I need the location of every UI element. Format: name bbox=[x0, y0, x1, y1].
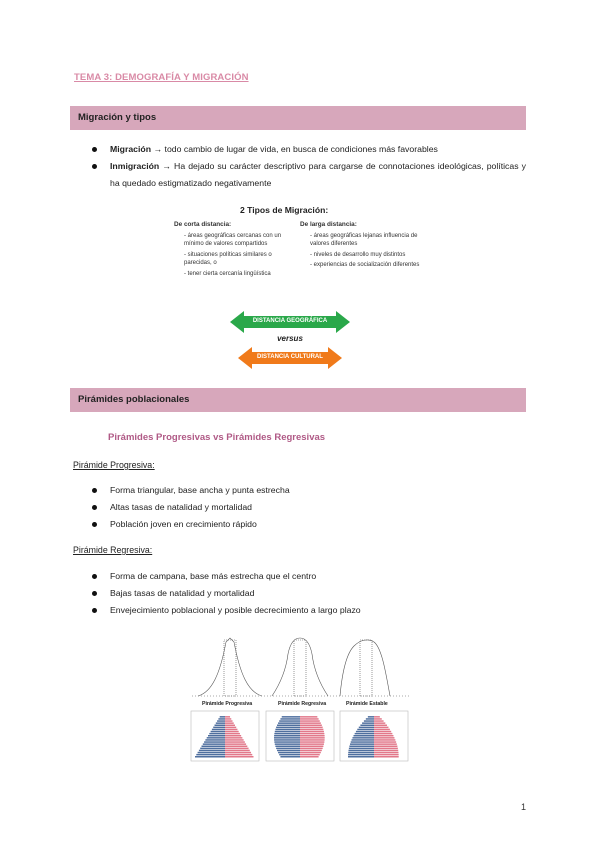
pyramid-bar-female bbox=[300, 722, 321, 724]
geo-arrow-label: DISTANCIA GEOGRÁFICA bbox=[252, 318, 328, 324]
bullet-migracion: Migración → todo cambio de lugar de vida, en busca de condiciones más favorables bbox=[88, 141, 526, 158]
pyramid-bar-female bbox=[225, 748, 249, 750]
pyramid-bar-female bbox=[374, 756, 399, 758]
migration-figure bbox=[170, 205, 430, 370]
pyramid-bar-female bbox=[374, 735, 393, 737]
pyramid-bar-female bbox=[225, 725, 235, 727]
versus-label: versus bbox=[277, 334, 303, 343]
pyramid-bar-female bbox=[225, 718, 231, 720]
cult-arrow-label: DISTANCIA CULTURAL bbox=[257, 354, 323, 360]
pyramids-subtitle: Pirámides Progresivas vs Pirámides Regresivas bbox=[108, 432, 326, 443]
pyramid-bar-male bbox=[275, 746, 300, 748]
pyramid-bar-female bbox=[374, 741, 396, 743]
pyramid-bar-female bbox=[225, 731, 239, 733]
section-heading-piramides: Pirámides poblacionales bbox=[70, 388, 526, 412]
outline-progresiva-bars bbox=[224, 640, 236, 696]
progresiva-bullets bbox=[88, 482, 518, 533]
pyramid-bar-male bbox=[357, 729, 374, 731]
pyramid-bar-male bbox=[282, 716, 300, 718]
pyramid-bar-male bbox=[360, 725, 374, 727]
pyramid-bar-female bbox=[225, 739, 244, 741]
pyramid-bar-female bbox=[374, 746, 397, 748]
pyramid-bar-male bbox=[355, 733, 374, 735]
pyramid-bar-male bbox=[204, 741, 225, 743]
pyramid-bar-female bbox=[300, 748, 323, 750]
regresiva-label: Pirámide Regresiva: bbox=[73, 545, 153, 555]
pyramid-bar-male bbox=[211, 731, 225, 733]
pyramid-bar-female bbox=[300, 737, 325, 739]
pyramid-bar-male bbox=[199, 750, 225, 752]
pyramid-bar-male bbox=[200, 748, 225, 750]
pyramid-bar-female bbox=[225, 741, 245, 743]
section-heading-migracion: Migración y tipos bbox=[70, 106, 526, 130]
outline-progresiva bbox=[198, 638, 262, 696]
pyramid-bar-male bbox=[209, 733, 225, 735]
pyramid-bar-female bbox=[374, 720, 384, 722]
pyramid-bar-male bbox=[351, 741, 374, 743]
pyramid-bar-male bbox=[364, 720, 374, 722]
progresiva-item: Altas tasas de natalidad y mortalidad bbox=[88, 499, 518, 516]
regresiva-item: Bajas tasas de natalidad y mortalidad bbox=[88, 585, 518, 602]
pyramid-bar-male bbox=[277, 725, 300, 727]
pyramid-bar-male bbox=[279, 754, 300, 756]
pyramid-bar-male bbox=[350, 743, 374, 745]
pyramid-bar-male bbox=[218, 718, 225, 720]
pyramid-bar-male bbox=[208, 735, 225, 737]
page-title: TEMA 3: DEMOGRAFÍA Y MIGRACIÓN bbox=[74, 72, 249, 83]
pyramid-bar-male bbox=[196, 754, 225, 756]
pyramid-bar-female bbox=[225, 727, 236, 729]
pyramid-bar-female bbox=[374, 737, 394, 739]
pyramid-bar-female bbox=[374, 725, 387, 727]
pyramid-bar-female bbox=[300, 741, 324, 743]
pyramid-bar-female bbox=[374, 733, 392, 735]
pyramid-bar-male bbox=[195, 756, 225, 758]
pyramid-bar-male bbox=[205, 739, 225, 741]
pyramid-bar-male bbox=[203, 743, 225, 745]
long-distance-heading: De larga distancia: bbox=[300, 221, 357, 228]
pyramid-bar-male bbox=[276, 748, 300, 750]
pyramid-bar-female bbox=[225, 716, 230, 718]
pyramid-bar-male bbox=[348, 750, 374, 752]
pyramid-bar-male bbox=[275, 743, 300, 745]
pyramid-bar-female bbox=[225, 735, 241, 737]
pyramid-bar-male bbox=[274, 737, 300, 739]
pyramid-bar-male bbox=[274, 735, 300, 737]
pyramid-bar-female bbox=[374, 716, 380, 718]
outline-regresiva bbox=[272, 638, 328, 696]
pyramid-bar-female bbox=[374, 729, 390, 731]
short-item: - situaciones políticas similares o parecidas, o bbox=[184, 251, 272, 266]
pyramid-bar-female bbox=[300, 752, 321, 754]
pyramid-bar-female bbox=[374, 748, 398, 750]
pyramid-bar-female bbox=[374, 718, 382, 720]
pyramid-bar-male bbox=[359, 727, 374, 729]
pyramid-bar-male bbox=[348, 754, 374, 756]
regresiva-item: Envejecimiento poblacional y posible decrecimiento a largo plazo bbox=[88, 602, 518, 619]
pyramid-bar-female bbox=[300, 725, 322, 727]
pyramid-bar-female bbox=[300, 756, 319, 758]
pyramid-bar-male bbox=[349, 746, 374, 748]
pyramid-bar-male bbox=[348, 752, 374, 754]
pyramid-bar-male bbox=[275, 731, 300, 733]
short-distance-column bbox=[174, 221, 294, 278]
pyramid-bar-male bbox=[356, 731, 374, 733]
pyramid-bar-female bbox=[300, 718, 319, 720]
figure-title: 2 Tipos de Migración: bbox=[240, 205, 329, 215]
pyramid-bar-female bbox=[300, 746, 323, 748]
pyramid-bar-female bbox=[300, 720, 320, 722]
pyramid-charts bbox=[190, 710, 415, 762]
pyramid-bar-female bbox=[300, 735, 325, 737]
pyramid-bar-male bbox=[207, 737, 225, 739]
progresiva-item: Forma triangular, base ancha y punta estrecha bbox=[88, 482, 518, 499]
long-item: - áreas geográficas lejanas influencia de valores diferentes bbox=[310, 232, 418, 247]
pyramid-bar-male bbox=[274, 733, 300, 735]
long-item: - niveles de desarrollo muy distintos bbox=[310, 251, 406, 258]
pyramid-bar-male bbox=[198, 752, 225, 754]
pyramid-bar-female bbox=[225, 750, 250, 752]
pyramid-bar-female bbox=[374, 727, 388, 729]
migration-bullets bbox=[88, 141, 526, 192]
pyramid-bar-male bbox=[216, 722, 225, 724]
pyramid-bar-female bbox=[300, 750, 322, 752]
pyramid-bar-female bbox=[374, 731, 391, 733]
pyramid-bar-female bbox=[374, 750, 398, 752]
pyramid-bar-male bbox=[276, 727, 300, 729]
pyramid-bar-male bbox=[349, 748, 374, 750]
progresiva-item: Población joven en crecimiento rápido bbox=[88, 516, 518, 533]
label-regresiva: Pirámide Regresiva bbox=[278, 701, 327, 707]
pyramid-bar-female bbox=[225, 752, 251, 754]
pyramid-bar-male bbox=[274, 741, 300, 743]
pyramid-bar-female bbox=[300, 739, 325, 741]
pyramid-bar-female bbox=[225, 733, 240, 735]
pyramid-bar-female bbox=[374, 752, 398, 754]
pyramid-bar-male bbox=[278, 722, 300, 724]
pyramid-outlines bbox=[190, 634, 415, 702]
progresiva-label: Pirámide Progresiva: bbox=[73, 460, 155, 470]
pyramid-bar-male bbox=[213, 727, 225, 729]
pyramid-bar-female bbox=[300, 731, 324, 733]
pyramid-bar-female bbox=[225, 720, 233, 722]
pyramid-bar-female bbox=[225, 746, 247, 748]
pyramid-bar-male bbox=[202, 746, 226, 748]
pyramid-bar-male bbox=[212, 729, 225, 731]
pyramid-bar-male bbox=[362, 722, 374, 724]
pyramid-bar-male bbox=[274, 739, 300, 741]
outline-estable bbox=[340, 640, 390, 696]
pyramid-bar-female bbox=[225, 754, 252, 756]
pyramid-bar-female bbox=[300, 729, 323, 731]
pyramid-bar-male bbox=[275, 729, 300, 731]
pyramid-bar-female bbox=[225, 737, 242, 739]
long-item: - experiencias de socialización diferentes bbox=[310, 262, 420, 268]
pyramid-bar-female bbox=[300, 716, 317, 718]
outline-regresiva-bars bbox=[294, 640, 306, 696]
pyramid-bar-male bbox=[354, 735, 375, 737]
pyramid-bar-female bbox=[300, 754, 320, 756]
pyramid-bar-female bbox=[374, 754, 399, 756]
pyramid-bar-male bbox=[220, 716, 225, 718]
pyramid-bar-female bbox=[300, 733, 324, 735]
pyramid-bar-male bbox=[278, 752, 300, 754]
pyramid-bar-female bbox=[225, 756, 254, 758]
pyramid-bar-female bbox=[225, 729, 237, 731]
short-item: - áreas geográficas cercanas con un mínimo de valores compartidos bbox=[184, 232, 282, 247]
pyramid-bar-female bbox=[225, 743, 246, 745]
pyramid-bar-female bbox=[300, 727, 323, 729]
regresiva-bullets bbox=[88, 568, 518, 619]
pyramid-bar-female bbox=[374, 739, 395, 741]
label-progresiva: Pirámide Progresiva bbox=[202, 701, 253, 707]
bullet-inmigracion: Inmigración → Ha dejado su carácter descriptivo para cargarse de connotaciones ideológicas, políticas y ha quedado estigmatizado negativamente bbox=[88, 158, 526, 192]
pyramid-bar-male bbox=[352, 739, 374, 741]
pyramid-bar-male bbox=[215, 725, 226, 727]
pyramid-bar-male bbox=[279, 720, 300, 722]
short-item: - tener cierta cercanía lingüística bbox=[184, 270, 271, 277]
pyramid-bar-male bbox=[366, 718, 374, 720]
pyramids-figure bbox=[190, 634, 415, 762]
outline-estable-bars bbox=[360, 640, 372, 696]
pyramid-bar-male bbox=[348, 756, 374, 758]
pyramid-bar-female bbox=[225, 722, 234, 724]
pyramid-bar-male bbox=[277, 750, 300, 752]
pyramid-bar-female bbox=[374, 743, 397, 745]
pyramid-bar-female bbox=[300, 743, 324, 745]
pyramid-bar-male bbox=[368, 716, 374, 718]
label-estable: Pirámide Estable bbox=[346, 701, 388, 707]
pyramid-bar-male bbox=[217, 720, 225, 722]
pyramid-bar-female bbox=[374, 722, 385, 724]
pyramid-bar-male bbox=[352, 737, 374, 739]
pyramid-bar-male bbox=[280, 718, 300, 720]
page-number: 1 bbox=[520, 802, 526, 812]
short-distance-heading: De corta distancia: bbox=[174, 221, 232, 228]
long-distance-column bbox=[300, 221, 425, 270]
regresiva-item: Forma de campana, base más estrecha que el centro bbox=[88, 568, 518, 585]
pyramid-bar-male bbox=[280, 756, 300, 758]
